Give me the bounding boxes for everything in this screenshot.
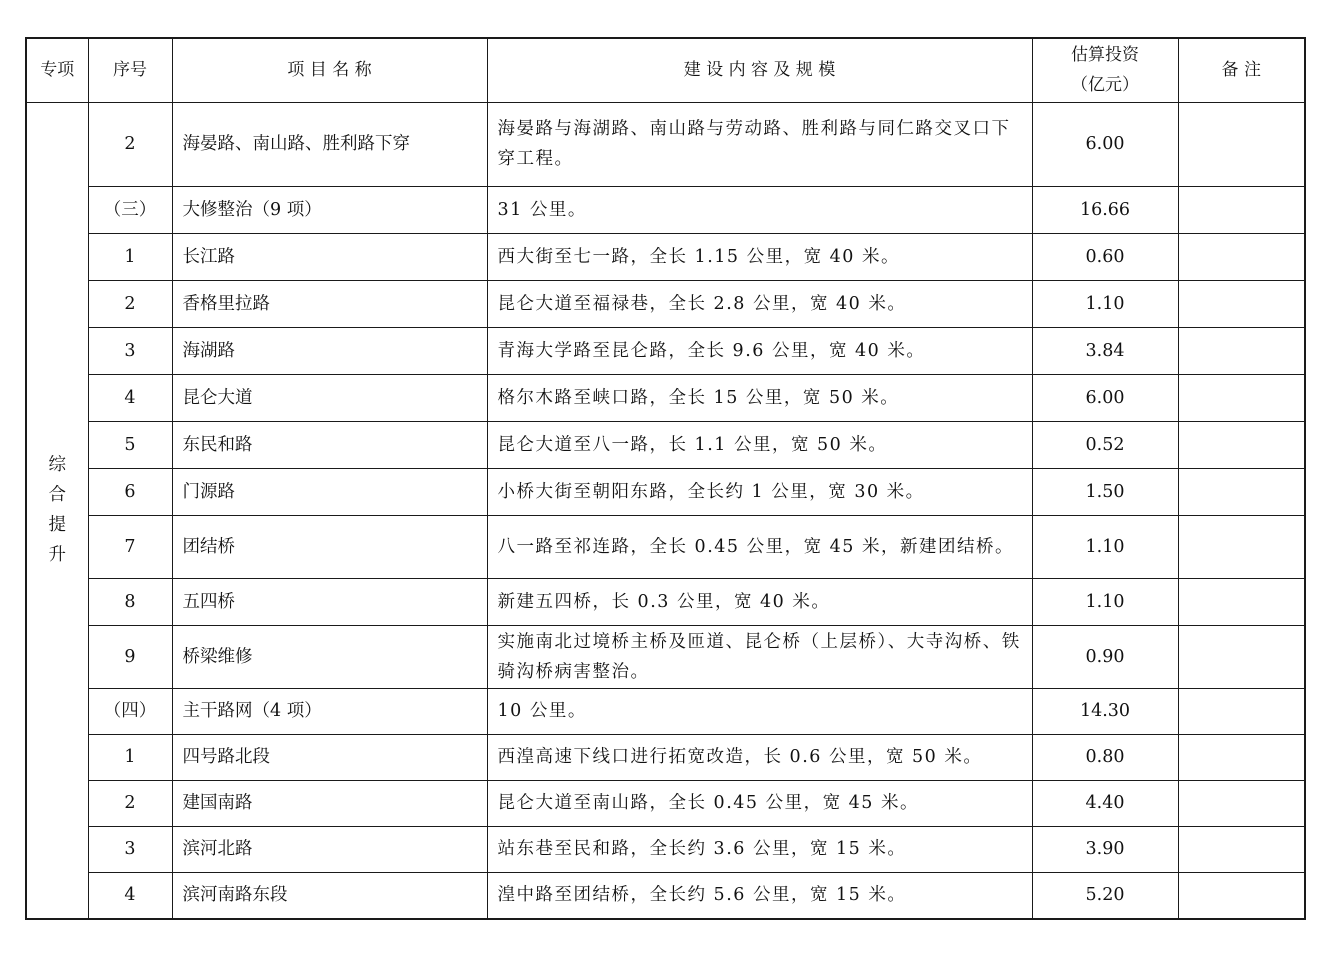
content-cell: 小桥大街至朝阳东路，全长约 1 公里，宽 30 米。 [487,468,1032,515]
invest-cell: 5.20 [1032,872,1178,919]
invest-cell: 1.10 [1032,515,1178,578]
table-row [26,327,1305,374]
name-cell: 滨河南路东段 [172,872,487,919]
category-char: 综 [48,455,66,476]
invest-cell: 1.10 [1032,280,1178,327]
header-invest-line2: （亿元） [1071,75,1139,96]
name-cell: 门源路 [172,468,487,515]
invest-cell: 14.30 [1032,688,1178,734]
name-cell: 海湖路 [172,327,487,374]
remark-cell [1178,280,1305,327]
table-row [26,826,1305,872]
remark-cell [1178,421,1305,468]
table-row [26,872,1305,919]
seq-cell: 1 [88,734,172,780]
content-cell: 海晏路与海湖路、南山路与劳动路、胜利路与同仁路交叉口下穿工程。 [487,102,1032,186]
name-cell: 四号路北段 [172,734,487,780]
header-remark: 备 注 [1178,38,1305,102]
remark-cell [1178,374,1305,421]
name-cell: 长江路 [172,233,487,280]
table-row [26,625,1305,688]
table-row [26,688,1305,734]
name-cell: 香格里拉路 [172,280,487,327]
invest-cell: 16.66 [1032,186,1178,233]
invest-cell: 0.90 [1032,625,1178,688]
content-cell: 八一路至祁连路，全长 0.45 公里，宽 45 米，新建团结桥。 [487,515,1032,578]
category-char: 合 [48,485,66,506]
table-row [26,280,1305,327]
name-cell: 海晏路、南山路、胜利路下穿 [172,102,487,186]
seq-cell: 1 [88,233,172,280]
remark-cell [1178,186,1305,233]
content-cell: 站东巷至民和路，全长约 3.6 公里，宽 15 米。 [487,826,1032,872]
remark-cell [1178,327,1305,374]
remark-cell [1178,102,1305,186]
name-cell: 主干路网（4 项） [172,688,487,734]
table-row [26,186,1305,233]
seq-cell: （四） [88,688,172,734]
remark-cell [1178,734,1305,780]
table-body [26,102,1305,919]
invest-cell: 0.60 [1032,233,1178,280]
remark-cell [1178,625,1305,688]
seq-cell: 3 [88,826,172,872]
name-cell: 建国南路 [172,780,487,826]
content-cell: 湟中路至团结桥，全长约 5.6 公里，宽 15 米。 [487,872,1032,919]
header-row [26,38,1305,102]
header-category: 专项 [26,38,88,102]
name-cell: 东民和路 [172,421,487,468]
header-invest-line1: 估算投资 [1071,45,1139,66]
remark-cell [1178,872,1305,919]
content-cell: 昆仑大道至南山路，全长 0.45 公里，宽 45 米。 [487,780,1032,826]
header-name: 项 目 名 称 [172,38,487,102]
content-cell: 西大街至七一路，全长 1.15 公里，宽 40 米。 [487,233,1032,280]
name-cell: 滨河北路 [172,826,487,872]
table-row [26,515,1305,578]
name-cell: 昆仑大道 [172,374,487,421]
name-cell: 桥梁维修 [172,625,487,688]
table-row [26,233,1305,280]
seq-cell: 4 [88,374,172,421]
table-row [26,374,1305,421]
seq-cell: （三） [88,186,172,233]
table-row [26,578,1305,625]
content-cell: 西湟高速下线口进行拓宽改造，长 0.6 公里，宽 50 米。 [487,734,1032,780]
table-row [26,734,1305,780]
content-cell: 新建五四桥，长 0.3 公里，宽 40 米。 [487,578,1032,625]
seq-cell: 3 [88,327,172,374]
seq-cell: 8 [88,578,172,625]
remark-cell [1178,780,1305,826]
seq-cell: 4 [88,872,172,919]
category-cell [26,102,88,919]
seq-cell: 2 [88,102,172,186]
header-invest [1032,38,1178,102]
invest-cell: 0.52 [1032,421,1178,468]
table-row [26,102,1305,186]
seq-cell: 7 [88,515,172,578]
header-seq: 序号 [88,38,172,102]
remark-cell [1178,578,1305,625]
project-table [25,37,1306,920]
seq-cell: 9 [88,625,172,688]
remark-cell [1178,468,1305,515]
invest-cell: 3.90 [1032,826,1178,872]
category-char: 提 [48,515,66,536]
seq-cell: 2 [88,280,172,327]
name-cell: 五四桥 [172,578,487,625]
seq-cell: 5 [88,421,172,468]
content-cell: 青海大学路至昆仑路，全长 9.6 公里，宽 40 米。 [487,327,1032,374]
remark-cell [1178,688,1305,734]
content-cell: 格尔木路至峡口路，全长 15 公里，宽 50 米。 [487,374,1032,421]
invest-cell: 6.00 [1032,102,1178,186]
content-cell: 10 公里。 [487,688,1032,734]
invest-cell: 3.84 [1032,327,1178,374]
invest-cell: 4.40 [1032,780,1178,826]
invest-cell: 0.80 [1032,734,1178,780]
content-cell: 31 公里。 [487,186,1032,233]
seq-cell: 2 [88,780,172,826]
invest-cell: 1.10 [1032,578,1178,625]
content-cell: 昆仑大道至八一路，长 1.1 公里，宽 50 米。 [487,421,1032,468]
header-content: 建 设 内 容 及 规 模 [487,38,1032,102]
remark-cell [1178,233,1305,280]
invest-cell: 1.50 [1032,468,1178,515]
invest-cell: 6.00 [1032,374,1178,421]
table-row [26,780,1305,826]
category-char: 升 [48,545,66,566]
table-row [26,421,1305,468]
name-cell: 团结桥 [172,515,487,578]
content-cell: 昆仑大道至福禄巷，全长 2.8 公里，宽 40 米。 [487,280,1032,327]
remark-cell [1178,826,1305,872]
name-cell: 大修整治（9 项） [172,186,487,233]
remark-cell [1178,515,1305,578]
table-row [26,468,1305,515]
content-cell: 实施南北过境桥主桥及匝道、昆仑桥（上层桥）、大寺沟桥、铁骑沟桥病害整治。 [487,625,1032,688]
seq-cell: 6 [88,468,172,515]
